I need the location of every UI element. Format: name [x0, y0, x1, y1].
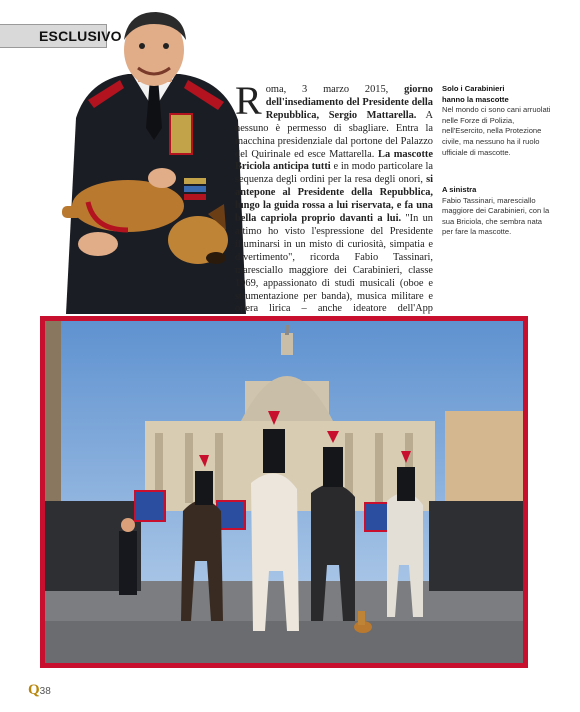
drop-cap: R [235, 78, 262, 123]
article-text: e in modo particolare la sequenza degli ordini per la resa degli onori, [235, 161, 433, 186]
article-text-bold: giorno dell'insediamento del Presidente della Repubblica, Sergio Mattarella. [265, 84, 433, 121]
sidebar-heading: hanno la mascotte [442, 94, 509, 104]
section-tag-label: ESCLUSIVO [39, 28, 122, 44]
page-footer [28, 682, 51, 699]
sidebar-caption-mascot [442, 84, 552, 158]
portrait-illustration [58, 8, 250, 314]
sidebar-text: Fabio Tassinari, maresciallo maggiore dei Carabinieri, con la sua Briciola, che sembra nata per fare la mascotte. [442, 195, 550, 237]
parade-scene [45, 321, 523, 663]
article-text-bold: La mascotte Briciola anticipa tutti [235, 148, 433, 173]
article-text: "In un attimo ho visto l'espressione del Presidente illuminarsi in un misto di curiosità, simpatia e divertimento", ricorda Fabio Tassinari, maresciallo maggiore dei Carabinieri, classe 1969, appassionato di studi musicali (oboe e strumentazione per banda), musica militare e opera lirica – anche ideatore dell'App [235, 213, 434, 315]
article-text-bold: si antepone al Presidente della Repubblica, lungo la guida rossa a lui riservata, e fa una bella capriola proprio davanti a lui. [235, 174, 433, 225]
sidebar-heading: Solo i Carabinieri [442, 84, 505, 93]
article-text: oma, 3 marzo 2015, [265, 84, 405, 95]
sidebar-text: Nel mondo ci sono cani arruolati nelle Forze di Polizia, nell'Esercito, nella Protezione civile, ma nessuno ha il ruolo ufficiale di mascotte. [442, 105, 551, 157]
parade-photo [40, 316, 528, 668]
article-text: A nessuno è permesso di sbagliare. Entra la macchina presidenziale dal portone del Palazzo del Quirinale ed esce Mattarella. [235, 109, 434, 160]
page-number: 38 [39, 686, 51, 697]
sidebar-heading: A sinistra [442, 185, 477, 194]
magazine-logo: Q [28, 682, 40, 698]
sidebar-caption-left [442, 185, 552, 238]
